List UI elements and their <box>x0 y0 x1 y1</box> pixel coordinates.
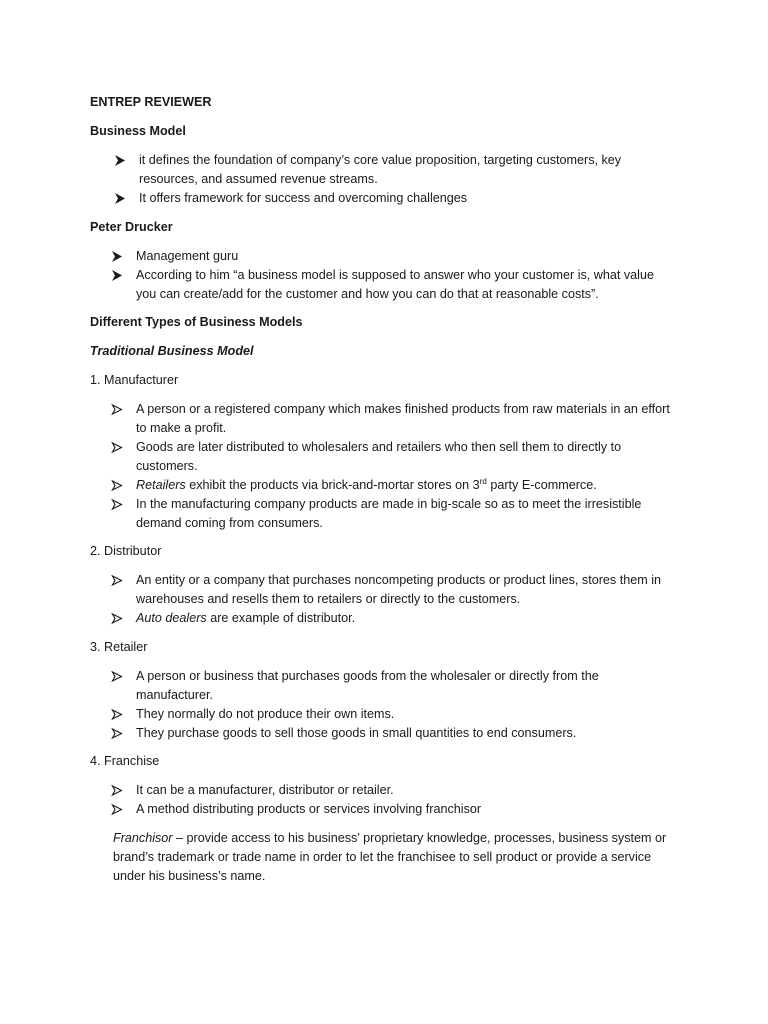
list-item: Retailers exhibit the products via brick-and-mortar stores on 3rd party E-commerce. <box>136 476 681 495</box>
section-heading-types: Different Types of Business Models <box>90 315 303 329</box>
manufacturer-list <box>136 400 681 533</box>
outline-arrowhead-bullet-icon <box>110 724 124 743</box>
list-item: A person or business that purchases goods from the wholesaler or directly from the manufacturer. <box>136 667 656 705</box>
heading-retailer: 3. Retailer <box>90 640 148 654</box>
distributor-list <box>136 571 681 628</box>
list-item: Auto dealers are example of distributor. <box>136 609 681 628</box>
arrowhead-bullet-icon <box>113 151 127 170</box>
list-item: A person or a registered company which makes finished products from raw materials in an effort to make a profit. <box>136 400 681 438</box>
arrowhead-bullet-icon <box>110 247 124 266</box>
business-model-list <box>139 151 659 208</box>
outline-arrowhead-bullet-icon <box>110 667 124 686</box>
franchise-list <box>136 781 681 819</box>
list-item: it defines the foundation of company’s core value proposition, targeting customers, key resources, and assumed revenue streams. <box>139 151 659 189</box>
outline-arrowhead-bullet-icon <box>110 781 124 800</box>
list-item: Management guru <box>136 247 666 266</box>
heading-franchise: 4. Franchise <box>90 754 160 768</box>
heading-manufacturer: 1. Manufacturer <box>90 373 179 387</box>
list-item: A method distributing products or services involving franchisor <box>136 800 681 819</box>
list-item: It offers framework for success and overcoming challenges <box>139 189 659 208</box>
outline-arrowhead-bullet-icon <box>110 495 124 514</box>
outline-arrowhead-bullet-icon <box>110 705 124 724</box>
outline-arrowhead-bullet-icon <box>110 438 124 457</box>
section-heading-business-model: Business Model <box>90 124 186 138</box>
list-item: An entity or a company that purchases noncompeting products or product lines, stores them in warehouses and resells them to retailers or directly to the customers. <box>136 571 681 609</box>
section-heading-traditional: Traditional Business Model <box>90 344 254 358</box>
peter-drucker-list <box>136 247 666 304</box>
list-item: They purchase goods to sell those goods in small quantities to end consumers. <box>136 724 656 743</box>
document-title: ENTREP REVIEWER <box>90 95 212 109</box>
list-item: In the manufacturing company products are made in big-scale so as to meet the irresistible demand coming from consumers. <box>136 495 681 533</box>
arrowhead-bullet-icon <box>110 266 124 285</box>
heading-distributor: 2. Distributor <box>90 544 162 558</box>
outline-arrowhead-bullet-icon <box>110 800 124 819</box>
outline-arrowhead-bullet-icon <box>110 400 124 419</box>
franchisor-text: – provide access to his business’ proprietary knowledge, processes, business system or brand’s trademark or trade name in order to let the franchisee to sell product or provide a service under his business’s name. <box>113 831 667 883</box>
list-item: It can be a manufacturer, distributor or retailer. <box>136 781 681 800</box>
franchisor-definition <box>113 829 678 886</box>
franchisor-term: Franchisor <box>113 831 173 845</box>
list-item: They normally do not produce their own items. <box>136 705 656 724</box>
list-item: According to him “a business model is supposed to answer who your customer is, what value you can create/add for the customer and how you can do that at reasonable costs”. <box>136 266 666 304</box>
retailer-list <box>136 667 656 743</box>
list-item: Goods are later distributed to wholesalers and retailers who then sell them to directly to customers. <box>136 438 681 476</box>
section-heading-peter-drucker: Peter Drucker <box>90 220 173 234</box>
outline-arrowhead-bullet-icon <box>110 476 124 495</box>
arrowhead-bullet-icon <box>113 189 127 208</box>
outline-arrowhead-bullet-icon <box>110 609 124 628</box>
outline-arrowhead-bullet-icon <box>110 571 124 590</box>
